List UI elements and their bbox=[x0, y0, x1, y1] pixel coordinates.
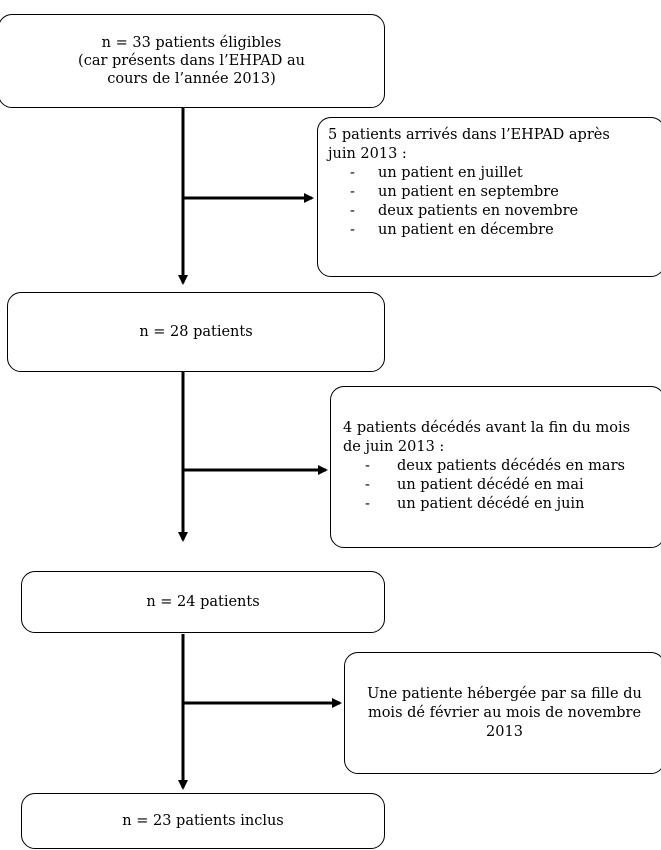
exclusion1-item: - un patient en juillet bbox=[328, 164, 658, 183]
exclusion3-box bbox=[344, 652, 661, 774]
step3-box bbox=[21, 571, 385, 633]
step3-label: n = 24 patients bbox=[146, 594, 260, 610]
exclusion1-item: - un patient en septembre bbox=[328, 183, 658, 202]
exclusion2-intro-1: 4 patients décédés avant la fin du mois bbox=[343, 420, 631, 436]
exclusion2-list bbox=[343, 457, 658, 514]
exclusion1-intro-1: 5 patients arrivés dans l’EHPAD après bbox=[328, 127, 610, 143]
exclusion1-list bbox=[328, 164, 658, 240]
step1-line-3: cours de l’année 2013) bbox=[107, 71, 276, 87]
exclusion2-intro-2: de juin 2013 : bbox=[343, 439, 445, 455]
exclusion2-item: - un patient décédé en mai bbox=[343, 476, 658, 495]
exclusion1-intro-2: juin 2013 : bbox=[328, 146, 407, 162]
exclusion3-line-1: Une patiente hébergée par sa fille du bbox=[367, 685, 642, 702]
exclusion3-line-2: mois dé février au mois de novembre bbox=[367, 704, 642, 721]
exclusion1-box bbox=[317, 117, 661, 277]
exclusion2-box bbox=[330, 386, 661, 548]
step1-line-1: n = 33 patients éligibles bbox=[101, 35, 282, 51]
step4-label: n = 23 patients inclus bbox=[122, 813, 284, 829]
step2-label: n = 28 patients bbox=[139, 324, 253, 340]
step1-line-2: (car présents dans l’EHPAD au bbox=[78, 53, 305, 69]
exclusion1-item: - deux patients en novembre bbox=[328, 202, 658, 221]
exclusion2-item: - un patient décédé en juin bbox=[343, 495, 658, 514]
step2-box bbox=[7, 292, 385, 372]
exclusion3-line-3: 2013 bbox=[486, 723, 523, 740]
exclusion1-item: - un patient en décembre bbox=[328, 221, 658, 240]
exclusion2-item: - deux patients décédés en mars bbox=[343, 457, 658, 476]
step4-box bbox=[21, 793, 385, 849]
step1-box bbox=[0, 14, 385, 108]
